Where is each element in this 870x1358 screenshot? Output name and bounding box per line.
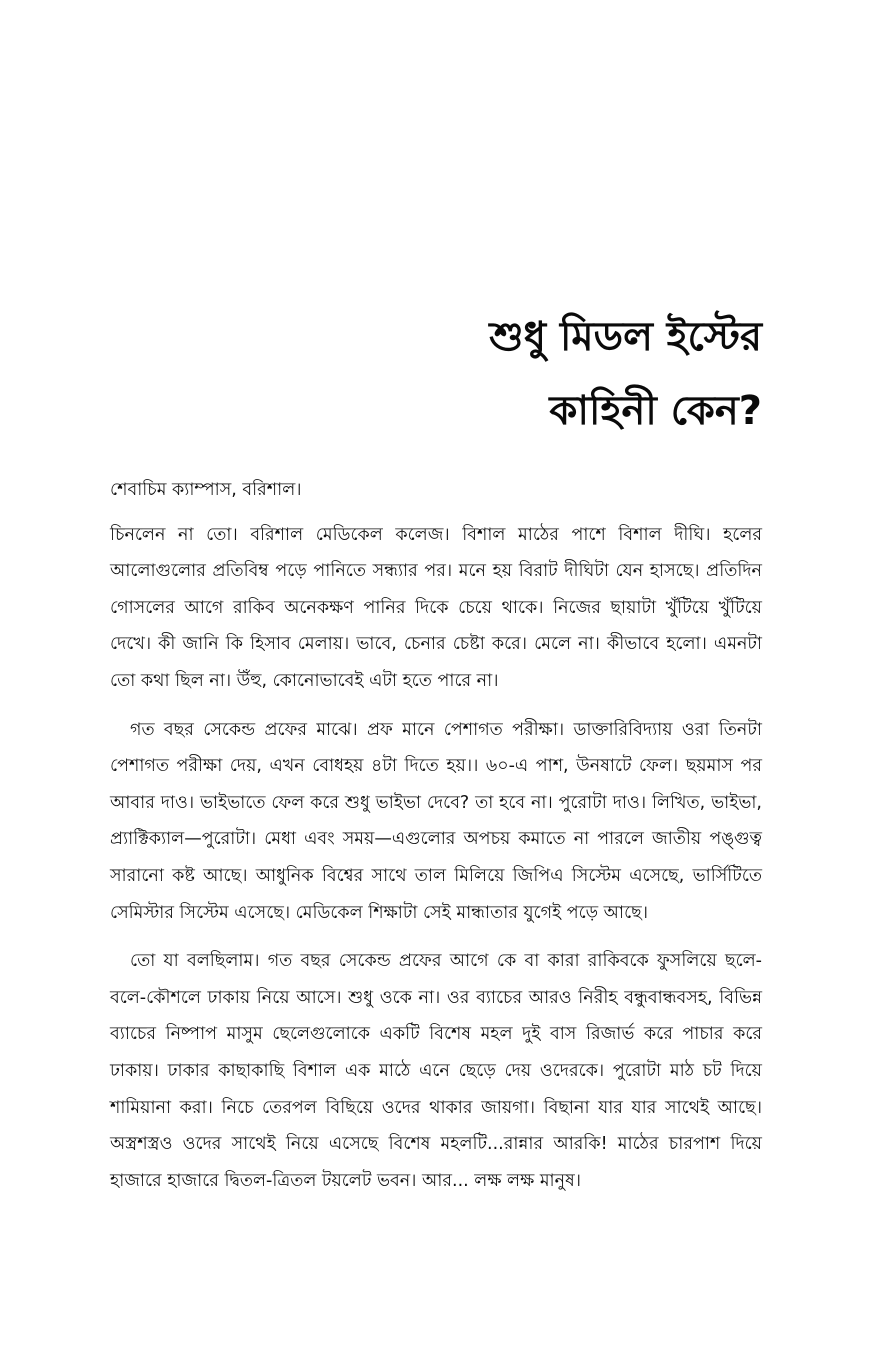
chapter-body (110, 472, 762, 1211)
chapter-title-line-1: শুধু মিডল ইস্টের (489, 314, 762, 360)
paragraph-3: তো যা বলছিলাম। গত বছর সেকেন্ড প্রফের আগে কে বা কারা রাকিবকে ফুসলিয়ে ছলে-বলে-কৌশলে ঢাকায় নিয়ে আসে। শুধু ওকে না। ওর ব্যাচের আরও নিরীহ বন্ধুবান্ধবসহ, বিভিন্ন ব্যাচের নিষ্পাপ মাসুম ছেলেগুলোকে একটি বিশেষ মহল দুই বাস রিজার্ভ করে পাচার করে ঢাকায়। ঢাকার কাছাকাছি বিশাল এক মাঠে এনে ছেড়ে দেয় ওদেরকে। পুরোটা মাঠ চট দিয়ে শামিয়ানা করা। নিচে তেরপল বিছিয়ে ওদের থাকার জায়গা। বিছানা যার যার সাথেই আছে। অস্ত্রশস্ত্রও ওদের সাথেই নিয়ে এসেছে বিশেষ মহলটি...রান্নার আরকি! মাঠের চারপাশ দিয়ে হাজারে হাজারে দ্বিতল-ত্রিতল টয়লেট ভবন। আর... লক্ষ লক্ষ মানুষ। (110, 951, 762, 1191)
paragraph-2: গত বছর সেকেন্ড প্রফের মাঝে। প্রফ মানে পেশাগত পরীক্ষা। ডাক্তারিবিদ্যায় ওরা তিনটা পেশাগত পরীক্ষা দেয়, এখন বোধহয় ৪টা দিতে হয়।। ৬০-এ পাশ, উনষাটে ফেল। ছয়মাস পর আবার দাও। ভাইভাতে ফেল করে শুধু ভাইভা দেবে? তা হবে না। পুরোটা দাও। লিখিত, ভাইভা, প্র্যাক্টিক্যাল—পুরোটা। মেধা এবং সময়—এগুলোর অপচয় কমাতে না পারলে জাতীয় পঙ্গুত্ব সারানো কষ্ট আছে। আধুনিক বিশ্বের সাথে তাল মিলিয়ে জিপিএ সিস্টেম এসেছে, ভার্সিটিতে সেমিস্টার সিস্টেম এসেছে। মেডিকেল শিক্ষাটা সেই মান্ধাতার যুগেই পড়ে আছে। (110, 719, 762, 923)
place-dateline: শেবাচিম ক্যাম্পাস, বরিশাল। (110, 480, 302, 500)
paragraph-1: চিনলেন না তো। বরিশাল মেডিকেল কলেজ। বিশাল মাঠের পাশে বিশাল দীঘি। হলের আলোগুলোর প্রতিবিম্ব পড়ে পানিতে সন্ধ্যার পর। মনে হয় বিরাট দীঘিটা যেন হাসছে। প্রতিদিন গোসলের আগে রাকিব অনেকক্ষণ পানির দিকে চেয়ে থাকে। নিজের ছায়াটা খুঁটিয়ে খুঁটিয়ে দেখে। কী জানি কি হিসাব মেলায়। ভাবে, চেনার চেষ্টা করে। মেলে না। কীভাবে হলো। এমনটা তো কথা ছিল না। উঁহু, কোনোভাবেই এটা হতে পারে না। (110, 524, 762, 691)
chapter-title-line-2: কাহিনী কেন? (549, 388, 762, 434)
chapter-title (202, 300, 762, 448)
